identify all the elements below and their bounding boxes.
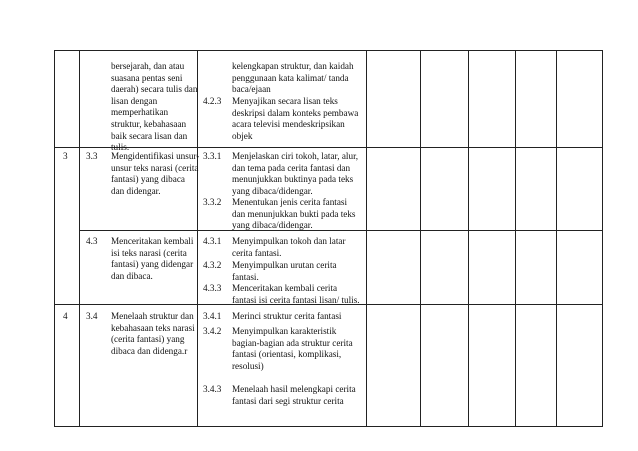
indicator-number: 4.3.1 — [203, 236, 222, 246]
kd-text: Menelaah struktur dan kebahasaan teks narasi (cerita fantasi) yang dibaca dan didenga.r — [111, 311, 195, 356]
row-border — [54, 50, 603, 51]
indicator-number: 3.4.1 — [203, 311, 222, 321]
indicator-number: 4.3.2 — [203, 260, 222, 270]
indicator-text: Menyimpulkan urutan cerita fantasi. — [232, 260, 337, 282]
indicator-text: Menceritakan kembali cerita fantasi isi cerita fantasi lisan/ tulis. — [232, 283, 360, 305]
kd-number: 4.3 — [86, 236, 98, 246]
indicator-number: 4.2.3 — [203, 96, 222, 106]
row-border — [54, 426, 603, 427]
col-border — [420, 50, 421, 426]
indicator-number: 3.3.2 — [203, 197, 222, 207]
indicator-number: 4.3.3 — [203, 283, 222, 293]
indicator-text: Menyimpulkan tokoh dan latar cerita fantasi. — [232, 236, 346, 258]
indicator-number: 3.3.1 — [203, 151, 222, 161]
kd-text: Mengidentifikasi unsur- unsur teks narasi (cerita fantasi) yang dibaca dan didengar. — [111, 151, 200, 196]
kd-number: 3.4 — [86, 311, 98, 321]
kd-number: 3.3 — [86, 151, 98, 161]
col-border — [468, 50, 469, 426]
col-border — [602, 50, 603, 426]
col-border — [54, 50, 55, 426]
indicator-text: Menyajikan secara lisan teks deskripsi dalam konteks pembawa acara televisi mendeskripsikan objek — [232, 96, 359, 141]
indicator-text: kelengkapan struktur, dan kaidah penggunaan kata kalimat/ tanda baca/ejaan — [232, 61, 354, 95]
col-border — [556, 50, 557, 426]
row-number: 3 — [63, 151, 68, 161]
indicator-number: 3.4.3 — [203, 384, 222, 394]
row-number: 4 — [63, 311, 68, 321]
indicator-text: Merinci struktur cerita fantasi — [232, 311, 342, 321]
indicator-text: Menentukan jenis cerita fantasi dan menunjukkan bukti pada teks yang dibaca/didengar. — [232, 197, 356, 231]
indicator-text: Menelaah hasil melengkapi cerita fantasi dari segi struktur cerita — [232, 384, 356, 406]
kd-text: bersejarah, dan atau suasana pentas seni daerah) secara tulis dan lisan dengan memperhatikan struktur, kebahasaan baik secara lisan dan tulis. — [111, 61, 198, 153]
kd-text: Menceritakan kembali isi teks narasi (cerita fantasi) yang didengar dan dibaca. — [111, 236, 194, 281]
col-border — [515, 50, 516, 426]
col-border — [366, 50, 367, 426]
indicator-text: Menjelaskan ciri tokoh, latar, alur, dan tema pada cerita fantasi dan menunjukkan buktinya pada teks yang dibaca/didengar. — [232, 151, 359, 196]
col-border — [79, 50, 80, 426]
indicator-number: 3.4.2 — [203, 326, 222, 336]
indicator-text: Menyimpulkan karakteristik bagian-bagian ada struktur cerita fantasi (orientasi, komplikasi, resolusi) — [232, 326, 353, 371]
